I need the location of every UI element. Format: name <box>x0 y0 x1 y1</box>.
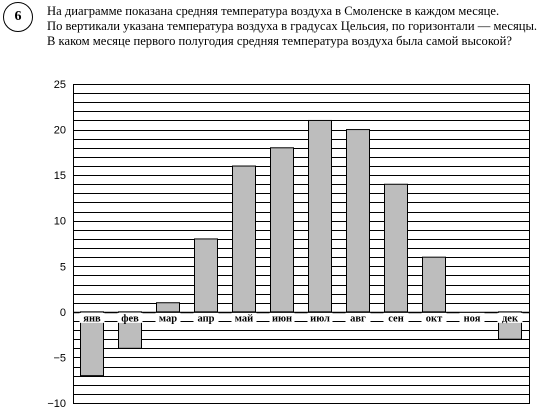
month-label: авг <box>350 313 366 325</box>
month-label: май <box>234 313 254 325</box>
month-label: дек <box>501 313 519 325</box>
bar-окт <box>423 257 446 312</box>
y-tick-label: 15 <box>53 170 66 183</box>
question-line-3: В каком месяце первого полугодия средняя температура воздуха была самой высокой? <box>47 34 512 48</box>
month-label: ноя <box>463 313 481 325</box>
month-label: окт <box>425 313 443 325</box>
month-label: июл <box>310 313 330 325</box>
question-number: 6 <box>14 9 22 24</box>
month-label: мар <box>158 313 178 325</box>
y-tick-label: −10 <box>47 398 66 410</box>
month-label: сен <box>388 313 404 325</box>
y-tick-label: 20 <box>53 124 66 137</box>
y-tick-label: 0 <box>59 306 66 319</box>
bar-апр <box>195 239 218 312</box>
month-label: апр <box>197 313 215 325</box>
y-tick-label: 10 <box>53 215 66 228</box>
bar-мар <box>157 303 180 312</box>
y-tick-label: 25 <box>53 79 66 91</box>
month-label: янв <box>83 313 101 325</box>
question-line-2: По вертикали указана температура воздуха в градусах Цельсия, по горизонтали — месяцы. <box>47 19 538 33</box>
y-tick-label: 5 <box>59 261 66 274</box>
y-tick-label: −5 <box>53 352 66 365</box>
bar-май <box>233 166 256 312</box>
bar-сен <box>385 184 408 312</box>
bar-июн <box>271 148 294 312</box>
bar-авг <box>347 130 370 312</box>
month-label: фев <box>121 313 139 325</box>
month-label: июн <box>271 313 293 325</box>
question-line-1: На диаграмме показана средняя температура воздуха в Смоленске в каждом месяце. <box>47 4 500 18</box>
plot-frame <box>74 85 530 404</box>
bar-июл <box>309 120 332 311</box>
